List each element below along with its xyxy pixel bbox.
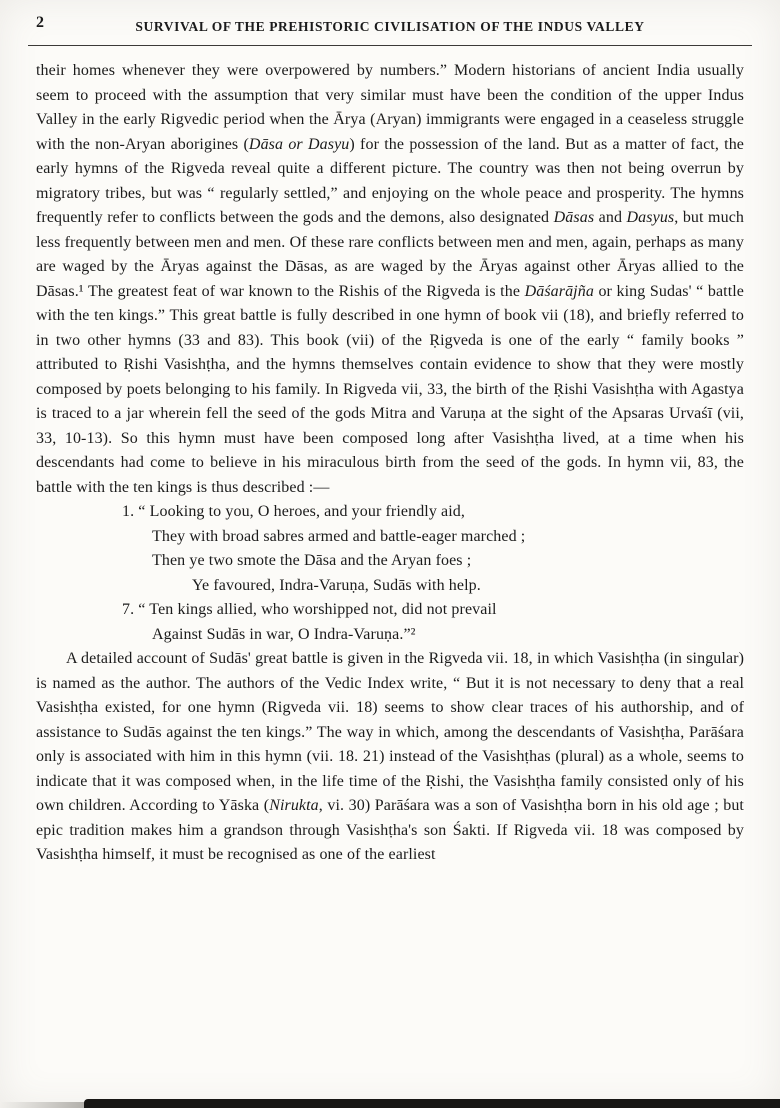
page-header: [0, 0, 780, 38]
text-segment: , but much less frequently between men and men. Of these rare conflicts between men and men, again, perhaps as many are waged by the Āryas against the Dāsas, as are waged by the Āryas against other Āryas allied to the Dāsas.¹ The greatest feat of war known to the Rishis of the Rigveda is the: [36, 209, 745, 300]
paragraph: [36, 59, 744, 500]
text-segment: and: [594, 209, 627, 226]
verse-block: [36, 500, 744, 647]
text-segment: ) for the possession of the land. But as a matter of fact, the early hymns of the Rigveda reveal quite a different picture. The country was then not being overrun by migratory tribes, but was “ regularly settled,” and enjoying on the whole peace and prosperity. The hymns frequently refer to conflicts between the gods and the demons, also designated: [36, 135, 744, 226]
verse-line: Ye favoured, Indra-Varuṇa, Sudās with help.: [192, 576, 481, 594]
verse-line: They with broad sabres armed and battle-eager marched ;: [152, 527, 526, 545]
italic-text-segment: Dāsa or Dasyu: [248, 135, 350, 153]
text-segment: or king Sudas' “ battle with the ten kings.” This great battle is fully described in one hymn of book vii (18), and briefly referred to in two other hymns (33 and 83). This book (vii) of the Ṛigveda is one of the early “ family books ” attributed to Ṛishi Vasishṭha, and the hymns themselves contain evidence to show that they were mostly composed by poets belonging to his family. In Rigveda vii, 33, the birth of the Ṛishi Vasishṭha with Agastya is traced to a jar wherein fell the seed of the gods Mitra and Varuṇa at the sight of the Apsaras Urvaśī (vii, 33, 10-13). So this hymn must have been composed long after Vasishṭha lived, at a time when his descendants had come to believe in his miraculous birth from the seed of the gods. In hymn vii, 83, the battle with the ten kings is thus described :—: [36, 282, 744, 496]
verse-line: 1. “ Looking to you, O heroes, and your friendly aid,: [122, 503, 466, 520]
header-rule: [28, 45, 752, 46]
running-title: SURVIVAL OF THE PREHISTORIC CIVILISATION OF THE INDUS VALLEY: [135, 19, 645, 34]
verse-line: Against Sudās in war, O Indra-Varuṇa.”²: [152, 625, 416, 643]
italic-text-segment: Dāśarājña: [524, 282, 594, 300]
paragraph: [36, 647, 744, 868]
verse-line: Then ye two smote the Dāsa and the Aryan foes ;: [152, 552, 472, 569]
italic-text-segment: Dāsas: [553, 209, 595, 226]
italic-text-segment: Nirukta: [269, 797, 319, 814]
italic-text-segment: Dasyus: [626, 209, 675, 226]
verse-line: 7. “ Ten kings allied, who worshipped not, did not prevail: [122, 601, 497, 618]
text-segment: , vi. 30) Parāśara was a son of Vasishṭha born in his old age ; but epic tradition makes him a grandson through Vasishṭha's son Śakti. If Rigveda vii. 18 was composed by Vasishṭha himself, it must be recognised as one of the earliest: [36, 797, 744, 863]
text-segment: A detailed account of Sudās' great battle is given in the Rigveda vii. 18, in which Vasishṭha (in singular) is named as the author. The authors of the Vedic Index write, “ But it is not necessary to deny that a real Vasishṭha existed, for one hymn (Rigveda vii. 18) seems to show clear traces of his authorship, and of assistance to Sudās against the ten kings.” The way in which, among the descendants of Vasishṭha, Parāśara only is associated with him in this hymn (vii. 18. 21) instead of the Vasishṭhas (plural) as a whole, seems to indicate that it was composed when, in the life time of the Ṛishi, the Vasishṭha family consisted only of his own children. According to Yāska (: [36, 650, 744, 814]
page-body: [36, 59, 744, 868]
scan-edge-artifact: [84, 1099, 780, 1108]
page-number: 2: [36, 14, 44, 31]
scan-edge-shadow: [0, 1102, 86, 1108]
text-segment: their homes whenever they were overpowered by numbers.” Modern historians of ancient India usually seem to proceed with the assumption that very similar must have been the condition of the upper Indus Valley in the early Rigvedic period when the Ārya (Aryan) immigrants were engaged in a ceaseless struggle with the non-Aryan aborigines (: [36, 62, 744, 153]
